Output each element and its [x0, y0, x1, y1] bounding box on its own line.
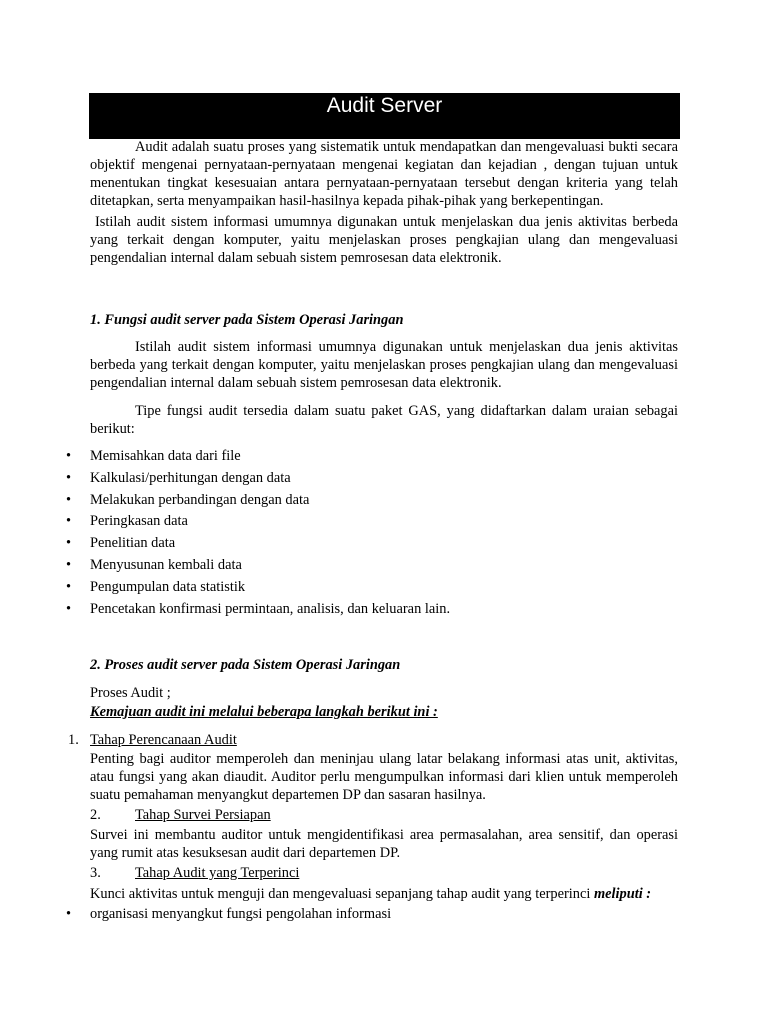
step-3-text-emphasis: meliputi : [593, 886, 652, 902]
step-3-number: 3. [90, 865, 101, 881]
bullet-icon: • [66, 600, 72, 617]
bullet-icon: • [66, 513, 72, 530]
list-item: • Melakukan perbandingan dengan data [0, 490, 700, 512]
list-item: • Pengumpulan data statistik [0, 577, 700, 599]
bullet-icon: • [66, 535, 72, 552]
section-1-paragraph-2: Tipe fungsi audit tersedia dalam suatu paket GAS, yang didaftarkan dalam uraian sebagai berikut: [90, 403, 678, 437]
section-1-heading: 1. Fungsi audit server pada Sistem Operasi Jaringan [90, 312, 404, 328]
title-banner [89, 93, 680, 139]
list-item: • Pencetakan konfirmasi permintaan, analisis, dan keluaran lain. [0, 599, 700, 621]
list-item: • Kalkulasi/perhitungan dengan data [0, 468, 700, 490]
intro-paragraph-1: Audit adalah suatu proses yang sistematik untuk mendapatkan dan mengevaluasi bukti secara objektif mengenai pernyataan-pernyataan mengenai kegiatan dan kejadian , dengan tujuan untuk menentukan tingkat kesesuaian antara pernyataan-pernyataan tersebut dengan kriteria yang telah ditetapkan, serta menyampaikan hasil-hasilnya kepada pihak-pihak yang berkepentingan. [90, 139, 678, 209]
bullet-icon: • [66, 469, 72, 486]
step-2-title: Tahap Survei Persiapan [135, 807, 271, 823]
section-1-paragraph-1: Istilah audit sistem informasi umumnya digunakan untuk menjelaskan dua jenis aktivitas berbeda yang terkait dengan komputer, yaitu menjelaskan proses pengkajian ulang dan mengevaluasi pengendalian internal dalam sebuah sistem pemrosesan data elektronik. [90, 339, 678, 391]
section-2-heading: 2. Proses audit server pada Sistem Operasi Jaringan [90, 657, 401, 673]
bullet-icon: • [66, 491, 72, 508]
gas-function-list [0, 446, 700, 620]
step-1-number: 1. [68, 732, 79, 748]
step-3-text [90, 885, 690, 903]
bullet-icon: • [66, 578, 72, 595]
bullet-icon: • [66, 556, 72, 573]
list-item: • Penelitian data [0, 533, 700, 555]
proses-audit-label: Proses Audit ; [90, 685, 171, 701]
list-item: • Peringkasan data [0, 511, 700, 533]
intro-paragraph-2: Istilah audit sistem informasi umumnya digunakan untuk menjelaskan dua jenis aktivitas berbeda yang terkait dengan komputer, yaitu menjelaskan proses pengkajian ulang dan mengevaluasi pengendalian internal dalam sebuah sistem pemrosesan data elektronik. [90, 214, 678, 266]
step-3-bullet-text: organisasi menyangkut fungsi pengolahan informasi [90, 906, 392, 922]
step-2-text: Survei ini membantu auditor untuk mengidentifikasi area permasalahan, area sensitif, dan operasi yang rumit atas kesuksesan audit dari departemen DP. [90, 827, 678, 861]
list-item: • Menyusunan kembali data [0, 555, 700, 577]
document-title: Audit Server [326, 94, 443, 117]
bullet-icon: • [66, 906, 72, 922]
step-3-text-main: Kunci aktivitas untuk menguji dan mengevaluasi sepanjang tahap audit yang terperinci [90, 886, 591, 902]
step-1-text: Penting bagi auditor memperoleh dan meninjau ulang latar belakang informasi atas unit, aktivitas, atau fungsi yang akan diaudit. Auditor perlu mengumpulkan informasi dari klien untuk memperoleh suatu pemahaman menyangkut departemen DP dan sasaran hasilnya. [90, 751, 678, 803]
list-item: • Memisahkan data dari file [0, 446, 700, 468]
step-3-title: Tahap Audit yang Terperinci [135, 865, 300, 881]
step-2-number: 2. [90, 807, 101, 823]
step-1-title: Tahap Perencanaan Audit [90, 732, 237, 748]
kemajuan-audit-subheading: Kemajuan audit ini melalui beberapa langkah berikut ini : [90, 704, 438, 720]
bullet-icon: • [66, 448, 72, 464]
